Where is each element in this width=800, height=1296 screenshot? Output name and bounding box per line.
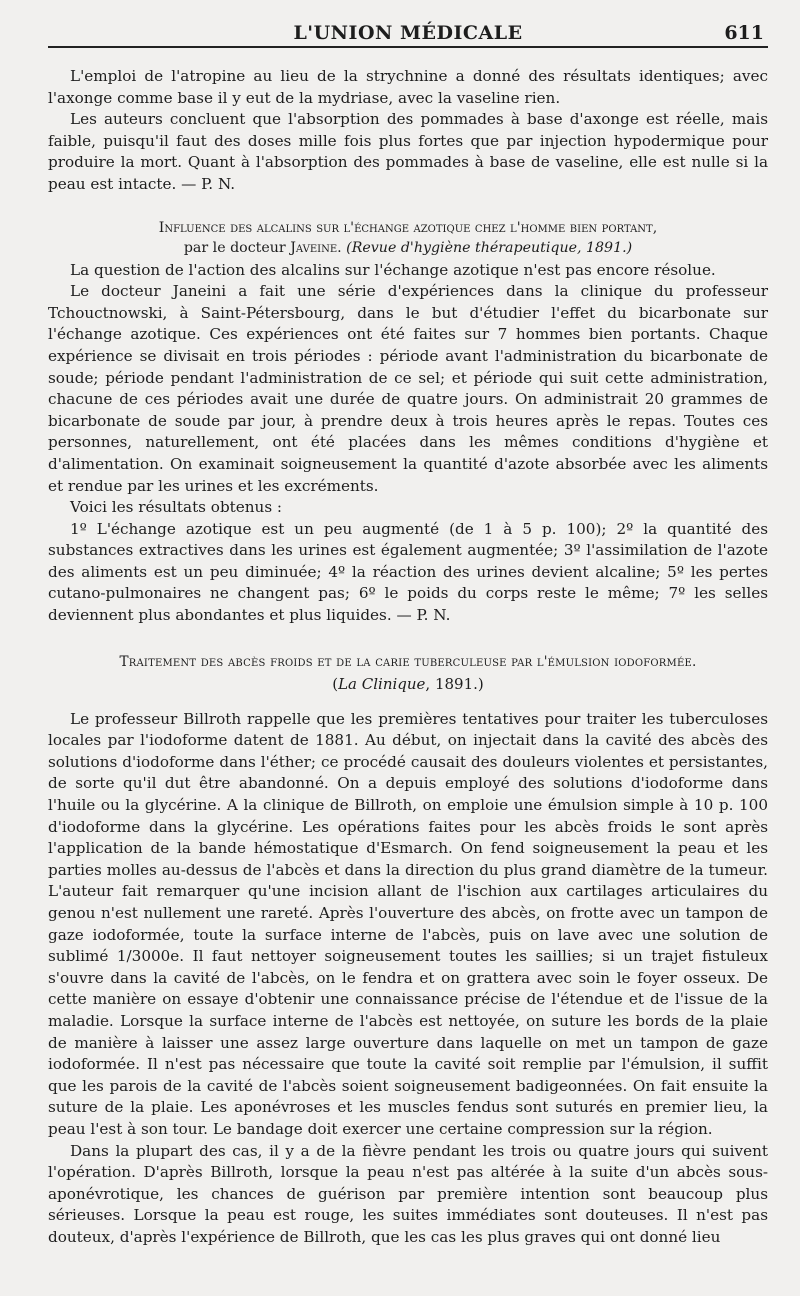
page-header — [48, 20, 768, 48]
citation-open: ( — [332, 674, 339, 693]
section-paragraph: Le professeur Billroth rappelle que les premières tentatives pour traiter les tuberculoses locales par l'iodoforme datent de 1881. Au début, on injectait dans la cavité des abcès des solutions d'iodoforme dans l'éther; ce procédé causait des douleurs violentes et persistantes, de sorte qu'il dut être abandonné. On a depuis employé des solutions d'iodoforme dans l'huile ou la glycérine. A la clinique de Billroth, on emploie une émulsion simple à 10 p. 100 d'iodoforme dans la glycérine. Les opérations faites pour les abcès froids le sont après l'application de la bande hémostatique d'Esmarch. On fend soigneusement la peau et les parties molles au-dessus de l'abcès et dans la direction du plus grand diamètre de la tumeur. L'auteur fait remarquer qu'une incision allant de l'ischion aux cartilages articulaires du genou n'est nullement une rareté. Après l'ouverture des abcès, on frotte avec un tampon de gaze iodoformée, toute la surface interne de l'abcès, puis on lave avec une solution de sublimé 1/3000e. Il faut nettoyer soigneusement toutes les saillies; si un trajet fistuleux s'ouvre dans la cavité de l'abcès, on le fendra et on grattera avec soin le foyer osseux. De cette manière on essaye d'obtenir une connaissance précise de l'étendue et de l'issue de la maladie. Lorsque la surface interne de l'abcès est nettoyée, on suture les bords de la plaie de manière à laisser une assez large ouverture dans laquelle on met un tampon de gaze iodoformée. Il n'est pas nécessaire que toute la cavité soit remplie par l'émulsion, il suffit que les parois de la cavité de l'abcès soient soigneusement badigeonnées. On fait ensuite la suture de la plaie. Les aponévroses et les muscles fendus sont suturés en premier lieu, la peau l'est à son tour. Le bandage doit exercer une certaine compression sur la région. — [48, 709, 768, 1138]
section-title-line: Influence des alcalins sur l'échange azotique chez l'homme bien portant, — [158, 219, 658, 236]
journal-title: L'UNION MÉDICALE — [293, 22, 523, 44]
intro-paragraph: Les auteurs concluent que l'absorption des pommades à base d'axonge est réelle, mais faible, puisqu'il faut des doses mille fois plus fortes que par injection hypodermique pour produire la mort. Quant à l'absorption des pommades à base de vaseline, elle est nulle si la peau est intacte. — P. N. — [48, 110, 768, 193]
section-title-line: Traitement des abcès froids et de la carie tuberculeuse par l'émulsion iodoformée. — [119, 653, 697, 670]
section-byline: par le docteur Javeine. (Revue d'hygiène thérapeutique, 1891.) — [183, 239, 633, 256]
section-paragraph: Dans la plupart des cas, il y a de la fièvre pendant les trois ou quatre jours qui suivent l'opération. D'après Billroth, lorsque la peau n'est pas altérée à la suite d'un abcès sous-aponévrotique, les chances de guérison par première intention sont beaucoup plus sérieuses. Lorsque la peau est rouge, les suites immédiates sont douteuses. Il n'est pas douteux, d'après l'expérience de Billroth, que les cas les plus graves qui ont donné lieu — [48, 1141, 768, 1246]
page-number: 611 — [724, 22, 764, 44]
section-paragraph: Voici les résultats obtenus : — [70, 498, 283, 517]
intro-paragraph: L'emploi de l'atropine au lieu de la strychnine a donné des résultats identiques; avec l'axonge comme base il y eut de la mydriase, avec la vaseline rien. — [48, 67, 768, 107]
section-paragraph: La question de l'action des alcalins sur l'échange azotique n'est pas encore résolue. — [70, 260, 716, 279]
author-name: Javeine — [290, 239, 338, 256]
section-heading — [48, 651, 768, 695]
article-body — [48, 66, 768, 1249]
byline-prefix: par le docteur — [183, 239, 291, 256]
citation-journal: La Clinique — [338, 674, 426, 693]
citation-year: , 1891.) — [425, 674, 484, 693]
section-paragraph: Le docteur Janeini a fait une série d'expériences dans la clinique du professeur Tchouctnowski, à Saint-Pétersbourg, dans le but d'étudier l'effet du bicarbonate sur l'échange azotique. Ces expériences ont été faites sur 7 hommes bien portants. Chaque expérience se divisait en trois périodes : période avant l'administration du bicarbonate de soude; période pendant l'administration de ce sel; et période qui suit cette administration, chacune de ces périodes avait une durée de quatre jours. On administrait 20 grammes de bicarbonate de soude par jour, à prendre deux à trois heures après le repas. Toutes ces personnes, naturellement, ont été placées dans les mêmes conditions d'hygiène et d'alimentation. On examinait soigneusement la quantité d'azote absorbée avec les aliments et rendue par les urines et les excréments. — [48, 282, 768, 495]
section-paragraph: 1º L'échange azotique est un peu augmenté (de 1 à 5 p. 100); 2º la quantité des substances extractives dans les urines est également augmentée; 3º l'assimilation de l'azote des aliments est un peu diminuée; 4º la réaction des urines devient alcaline; 5º les pertes cutano-pulmonaires ne changent pas; 6º le poids du corps reste le même; 7º les selles deviennent plus abondantes et plus liquides. — P. N. — [48, 519, 768, 625]
section-citation — [48, 673, 768, 695]
citation: (Revue d'hygiène thérapeutique, 1891.) — [346, 239, 633, 256]
section-heading — [48, 218, 768, 258]
